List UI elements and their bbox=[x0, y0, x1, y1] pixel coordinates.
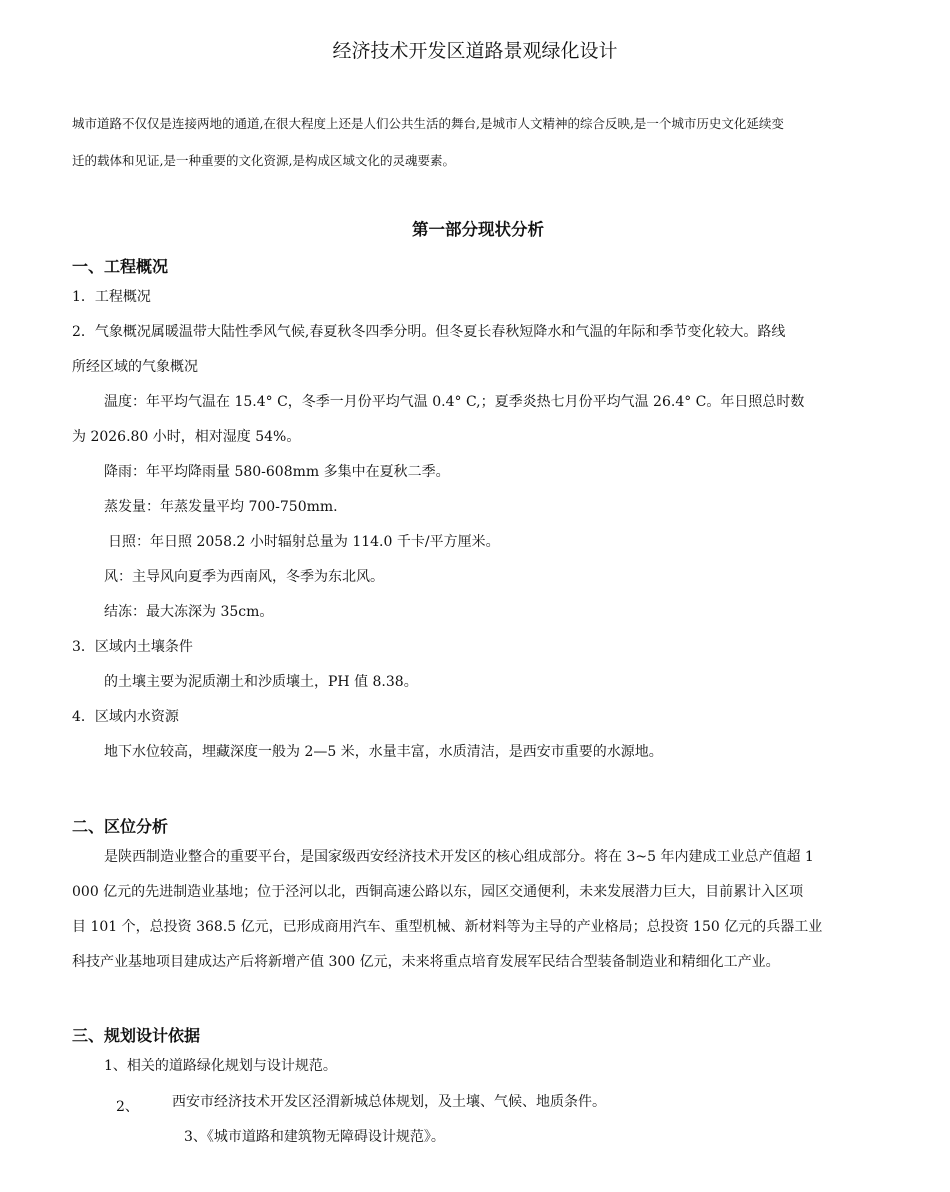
section-heading-location-analysis: 二、区位分析 bbox=[72, 817, 169, 836]
item-project-overview: 1．工程概况 bbox=[72, 289, 151, 305]
section-heading-project-overview: 一、工程概况 bbox=[72, 257, 169, 276]
location-line-2: 000 亿元的先进制造业基地；位于泾河以北，西铜高速公路以东，园区交通便利，未来发展潜力巨大，目前累计入区项 bbox=[72, 884, 804, 900]
section-heading-planning-basis: 三、规划设计依据 bbox=[72, 1026, 201, 1045]
basis-item-2-text: 西安市经济技术开发区泾渭新城总体规划，及土壤、气候、地质条件。 bbox=[172, 1094, 606, 1110]
item-soil-conditions: 3．区域内土壤条件 bbox=[72, 639, 193, 655]
item-climate-line-1: 2．气象概况属暖温带大陆性季风气候,春夏秋冬四季分明。但冬夏长春秋短降水和气温的年际和季节变化较大。路线 bbox=[72, 324, 786, 340]
temperature-line-1: 温度：年平均气温在 15.4° C，冬季一月份平均气温 0.4° C,；夏季炎热七月份平均气温 26.4° C。年日照总时数 bbox=[104, 394, 805, 410]
location-line-4: 科技产业基地项目建成达产后将新增产值 300 亿元，未来将重点培育发展军民结合型装备制造业和精细化工产业。 bbox=[72, 954, 780, 970]
evaporation-line: 蒸发量：年蒸发量平均 700-750mm. bbox=[104, 499, 338, 515]
part-one-title: 第一部分现状分析 bbox=[412, 220, 544, 239]
rainfall-line: 降雨：年平均降雨量 580-608mm 多集中在夏秋二季。 bbox=[104, 464, 450, 480]
freeze-line: 结冻：最大冻深为 35cm。 bbox=[104, 604, 274, 620]
location-line-1: 是陕西制造业整合的重要平台，是国家级西安经济技术开发区的核心组成部分。将在 3~5 年内建成工业总产值超 1 bbox=[104, 849, 814, 865]
sunshine-line: 日照：年日照 2058.2 小时辐射总量为 114.0 千卡/平方厘米。 bbox=[108, 534, 500, 550]
water-line: 地下水位较高，埋藏深度一般为 2—5 米，水量丰富，水质清洁，是西安市重要的水源地。 bbox=[104, 744, 663, 760]
document-title: 经济技术开发区道路景观绿化设计 bbox=[332, 40, 618, 62]
basis-item-3: 3、《城市道路和建筑物无障碍设计规范》。 bbox=[184, 1129, 445, 1145]
temperature-line-2: 为 2026.80 小时，相对湿度 54%。 bbox=[72, 429, 301, 445]
basis-item-1: 1、相关的道路绿化规划与设计规范。 bbox=[104, 1058, 337, 1074]
item-climate-line-2: 所经区域的气象概况 bbox=[72, 359, 198, 375]
item-water-resources: 4．区域内水资源 bbox=[72, 709, 179, 725]
wind-line: 风：主导风向夏季为西南风，冬季为东北风。 bbox=[104, 569, 384, 585]
location-line-3: 目 101 个，总投资 368.5 亿元，已形成商用汽车、重型机械、新材料等为主导的产业格局；总投资 150 亿元的兵器工业 bbox=[72, 919, 823, 935]
soil-line: 的土壤主要为泥质潮土和沙质壤土，PH 值 8.38。 bbox=[104, 674, 418, 690]
intro-line-1: 城市道路不仅仅是连接两地的通道,在很大程度上还是人们公共生活的舞台,是城市人文精神的综合反映,是一个城市历史文化延续变 bbox=[72, 116, 784, 131]
intro-line-2: 迁的载体和见证,是一种重要的文化资源,是构成区域文化的灵魂要素。 bbox=[72, 153, 455, 168]
basis-item-2-number: 2、 bbox=[116, 1099, 139, 1115]
